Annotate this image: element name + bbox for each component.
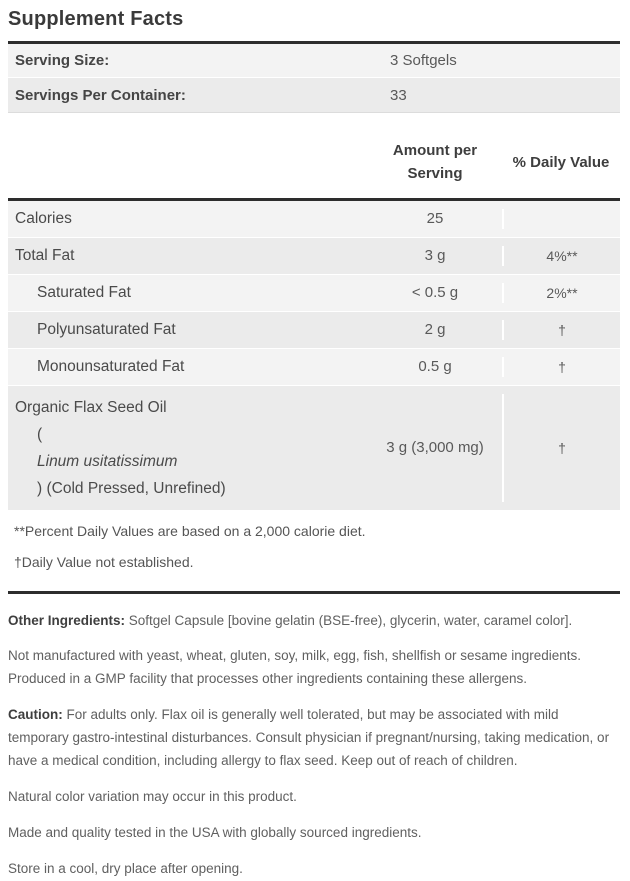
serving-info-table [8,41,620,113]
note-text: Natural color variation may occur in this product. [8,789,297,805]
amount-per-serving-header: Amount per Serving [392,142,478,183]
note-text: Softgel Capsule [bovine gelatin (BSE-free), glycerin, water, caramel color]. [128,612,573,628]
note-text: For adults only. Flax oil is generally well tolerated, but may be associated with mild temporary gastro-intestinal disturbances. Consult physician if pregnant/nursing, taking medication, or have a medical condition, including allergy to flax seed. Keep out of reach of children. [8,707,610,769]
servings-per-container-value: 33 [390,86,407,104]
page-title: Supplement Facts [8,8,184,30]
nutrient-daily-value: † [502,357,620,377]
table-row [8,386,620,511]
nutrient-amount: 3 g (3,000 mg) [386,439,484,456]
table-row [8,201,620,238]
daily-value-footnote: **Percent Daily Values are based on a 2,000 calorie diet. [14,522,366,539]
table-row [8,349,620,386]
serving-size-value: 3 Softgels [390,52,457,69]
dagger-footnote: †Daily Value not established. [14,553,194,570]
ingredient-botanical-name: Linum usitatissimum [37,452,178,470]
nutrient-name: Polyunsaturated Fat [37,320,176,338]
other-ingredients-note [8,610,620,633]
note-prefix: Caution: [8,707,63,723]
ingredient-name-line: Organic Flax Seed Oil [15,398,167,416]
nutrient-name: Total Fat [15,246,75,264]
nutrient-daily-value: † [502,320,620,340]
table-row [8,275,620,312]
nutrient-name [8,394,368,502]
ingredient-paren-open: ( [37,425,43,443]
nutrient-name: Monounsaturated Fat [37,357,185,375]
made-in-usa-note [8,822,620,845]
table-row [8,238,620,275]
table-row [8,78,620,112]
table-row [8,44,620,78]
note-text: Store in a cool, dry place after opening. [8,861,243,876]
nutrient-amount: 25 [426,210,444,227]
footnotes-section [8,511,620,594]
caution-note [8,704,620,773]
ingredient-descriptor: ) (Cold Pressed, Unrefined) [37,479,226,497]
allergen-note [8,645,620,691]
nutrient-amount: 2 g [424,321,446,338]
serving-size-label: Serving Size: [15,52,110,69]
product-notes [8,594,620,881]
nutrient-amount: 3 g [424,247,446,264]
nutrient-name: Saturated Fat [37,283,131,301]
nutrient-amount: < 0.5 g [411,284,459,301]
note-text: Not manufactured with yeast, wheat, gluten, soy, milk, egg, fish, shellfish or sesame ingredients. Produced in a GMP facility that processes other ingredients containing these allergens. [8,648,582,687]
nutrition-table-header [8,113,620,201]
nutrient-name: Calories [15,209,72,227]
nutrient-daily-value [502,209,620,229]
nutrition-table [8,113,620,594]
storage-note [8,858,620,881]
table-row [8,312,620,349]
servings-per-container-label: Servings Per Container: [15,86,186,104]
note-text: Made and quality tested in the USA with globally sourced ingredients. [8,825,422,841]
color-variation-note [8,786,620,809]
nutrient-daily-value: 2%** [502,283,620,303]
daily-value-header: % Daily Value [512,153,610,171]
nutrient-daily-value: 4%** [502,246,620,266]
nutrient-daily-value: † [502,394,620,502]
note-prefix: Other Ingredients: [8,612,126,628]
nutrient-amount: 0.5 g [418,358,452,375]
